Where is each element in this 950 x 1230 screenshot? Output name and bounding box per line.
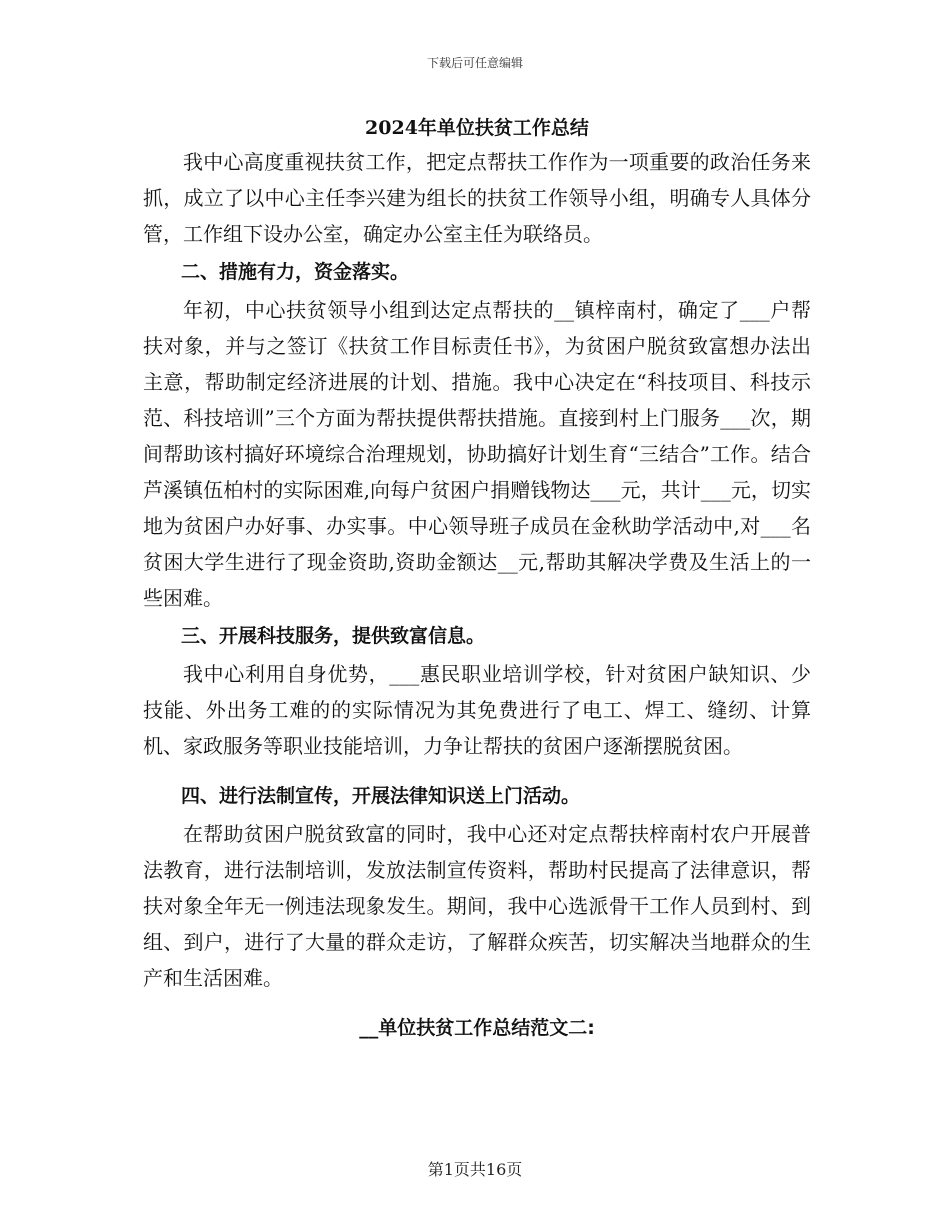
next-article-title: __单位扶贫工作总结范文二: [359,1017,595,1039]
section-4-paragraph: 在帮助贫困户脱贫致富的同时，我中心还对定点帮扶梓南村农户开展普法教育，进行法制培训，发放法制宣传资料，帮助村民提高了法律意识，帮扶对象全年无一例违法现象发生。期间，我中心选派骨干工作人员到村、到组、到户，进行了大量的群众走访，了解群众疾苦，切实解决当地群众的生产和生活困难。 [143,822,811,990]
section-2-heading: 二、措施有力，资金落实。 [181,261,410,283]
document-body [143,114,811,1046]
section-2-paragraph: 年初，中心扶贫领导小组到达定点帮扶的__镇梓南村，确定了___户帮扶对象，并与之签订《扶贫工作目标责任书》，为贫困户脱贫致富想办法出主意，帮助制定经济进展的计划、措施。我中心决定在“科技项目、科技示范、科技培训”三个方面为帮扶提供帮扶措施。直接到村上门服务___次，期间帮助该村搞好环境综合治理规划，协助搞好计划生育“三结合”工作。结合芦溪镇伍柏村的实际困难,向每户贫困户捐赠钱物达___元，共计___元，切实地为贫困户办好事、办实事。中心领导班子成员在金秋助学活动中,对___名贫困大学生进行了现金资助,资助金额达__元,帮助其解决学费及生活上的一些困难。 [143,298,811,610]
page-header-note: 下载后可任意编辑 [426,56,523,70]
section-4-heading: 四、进行法制宣传，开展法律知识送上门活动。 [181,785,581,807]
section-3-paragraph: 我中心利用自身优势，___惠民职业培训学校，针对贫困户缺知识、少技能、外出务工难的的实际情况为其免费进行了电工、焊工、缝纫、计算机、家政服务等职业技能培训，力争让帮扶的贫困户逐渐摆脱贫困。 [143,662,811,758]
section-3-heading: 三、开展科技服务，提供致富信息。 [181,625,486,647]
page-number: 第1页共16页 [427,1160,523,1179]
document-title: 2024年单位扶贫工作总结 [365,117,589,139]
intro-paragraph: 我中心高度重视扶贫工作，把定点帮扶工作作为一项重要的政治任务来抓，成立了以中心主任李兴建为组长的扶贫工作领导小组，明确专人具体分管，工作组下设办公室，确定办公室主任为联络员。 [143,150,811,246]
